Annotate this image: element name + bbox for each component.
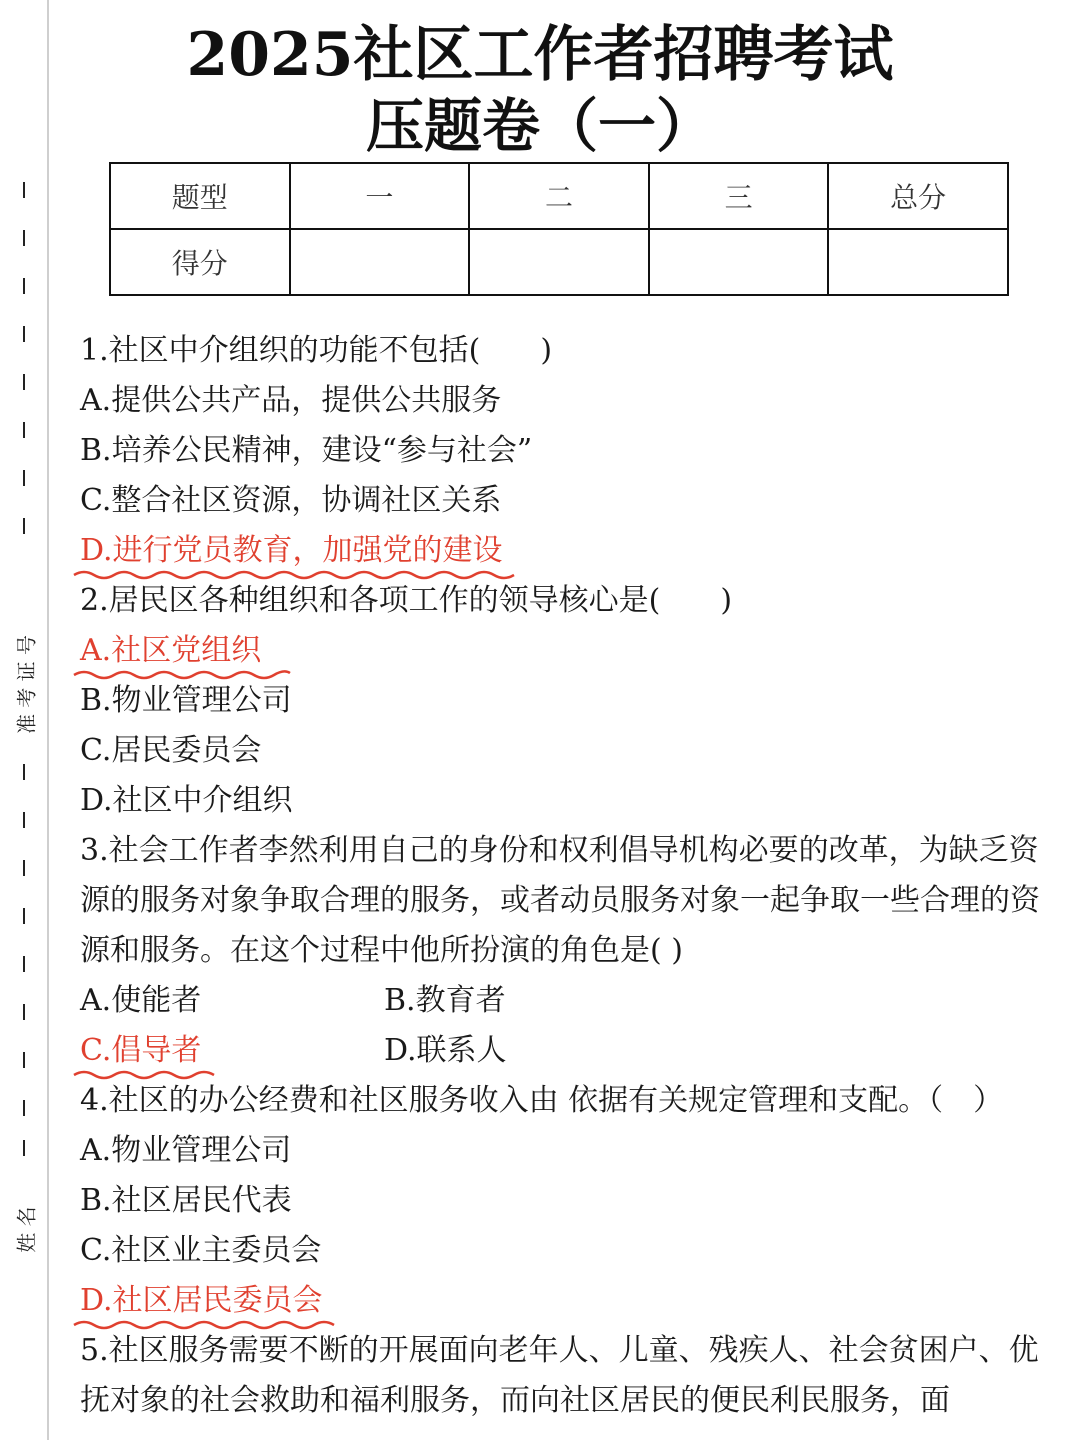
option: A.提供公共产品，提供公共服务 <box>80 383 502 418</box>
score-table <box>109 162 1009 296</box>
option-row <box>80 976 1052 1026</box>
option: C.整合社区资源，协调社区关系 <box>80 483 502 518</box>
binding-margin <box>10 160 40 1270</box>
score-header-cell: 题型 <box>110 163 290 229</box>
score-cell-empty[interactable] <box>469 229 649 295</box>
score-table-score-row <box>110 229 1008 295</box>
answer-text: D.进行党员教育，加强党的建设 <box>80 533 503 568</box>
score-table-header-row <box>110 163 1008 229</box>
option: B.社区居民代表 <box>80 1183 292 1218</box>
margin-label-exam-number: 准 考 证 号 <box>14 634 39 735</box>
margin-dash <box>23 374 25 390</box>
margin-dash <box>23 278 25 294</box>
score-header-cell: 总分 <box>828 163 1008 229</box>
option: C.社区业主委员会 <box>80 1233 322 1268</box>
option: C.居民委员会 <box>80 733 262 768</box>
score-header-cell: 二 <box>469 163 649 229</box>
answer-option <box>80 1026 201 1076</box>
margin-dash <box>23 470 25 486</box>
margin-dash <box>23 422 25 438</box>
margin-label-name: 姓 名 <box>14 1206 39 1253</box>
answer-row <box>80 1276 1052 1326</box>
question-stem: 4.社区的办公经费和社区服务收入由 依据有关规定管理和支配。（ ） <box>80 1083 1004 1118</box>
answer-row <box>80 526 1052 576</box>
margin-dash <box>23 1100 25 1116</box>
question-stem: 1.社区中介组织的功能不包括( ) <box>80 333 553 368</box>
question-stem: 2.居民区各种组织和各项工作的领导核心是( ) <box>80 583 733 618</box>
score-header-cell: 三 <box>649 163 829 229</box>
margin-dash <box>23 518 25 534</box>
margin-dash <box>23 182 25 198</box>
option: B.教育者 <box>384 983 506 1018</box>
margin-dash <box>23 764 25 780</box>
question-list <box>80 326 1052 1426</box>
option: A.物业管理公司 <box>80 1133 292 1168</box>
option: A.使能者 <box>80 983 202 1018</box>
margin-dash <box>23 956 25 972</box>
answer-option <box>80 626 261 676</box>
option: D.联系人 <box>384 1033 507 1068</box>
margin-dash <box>23 908 25 924</box>
option-row <box>80 1026 1052 1076</box>
question-stem: 5.社区服务需要不断的开展面向老年人、儿童、残疾人、社会贫困户、优抚对象的社会救助和福利服务，而向社区居民的便民利民服务，面 <box>80 1333 1039 1418</box>
answer-text: C.倡导者 <box>80 1033 202 1068</box>
page-subtitle: 压题卷（一） <box>365 92 714 160</box>
margin-dash <box>23 812 25 828</box>
answer-text: A.社区党组织 <box>80 633 262 668</box>
score-cell-empty[interactable] <box>290 229 470 295</box>
answer-option <box>80 526 503 576</box>
score-row-label: 得分 <box>110 229 290 295</box>
page-title: 2025社区工作者招聘考试 <box>186 20 894 90</box>
margin-dash <box>23 860 25 876</box>
margin-dash <box>23 1004 25 1020</box>
answer-text: D.社区居民委员会 <box>80 1283 323 1318</box>
score-cell-empty[interactable] <box>828 229 1008 295</box>
score-header-cell: 一 <box>290 163 470 229</box>
answer-option <box>80 1276 323 1326</box>
answer-row <box>80 626 1052 676</box>
score-cell-empty[interactable] <box>649 229 829 295</box>
margin-dash <box>23 1052 25 1068</box>
margin-dash <box>23 326 25 342</box>
margin-dash <box>23 1140 25 1156</box>
option: B.物业管理公司 <box>80 683 292 718</box>
margin-dash <box>23 230 25 246</box>
question-stem: 3.社会工作者李然利用自己的身份和权利倡导机构必要的改革，为缺乏资源的服务对象争取合理的服务，或者动员服务对象一起争取一些合理的资源和服务。在这个过程中他所扮演的角色是( ) <box>80 833 1040 968</box>
binding-margin-line <box>47 0 49 1440</box>
option: B.培养公民精神，建设“参与社会” <box>80 433 533 468</box>
option: D.社区中介组织 <box>80 783 293 818</box>
